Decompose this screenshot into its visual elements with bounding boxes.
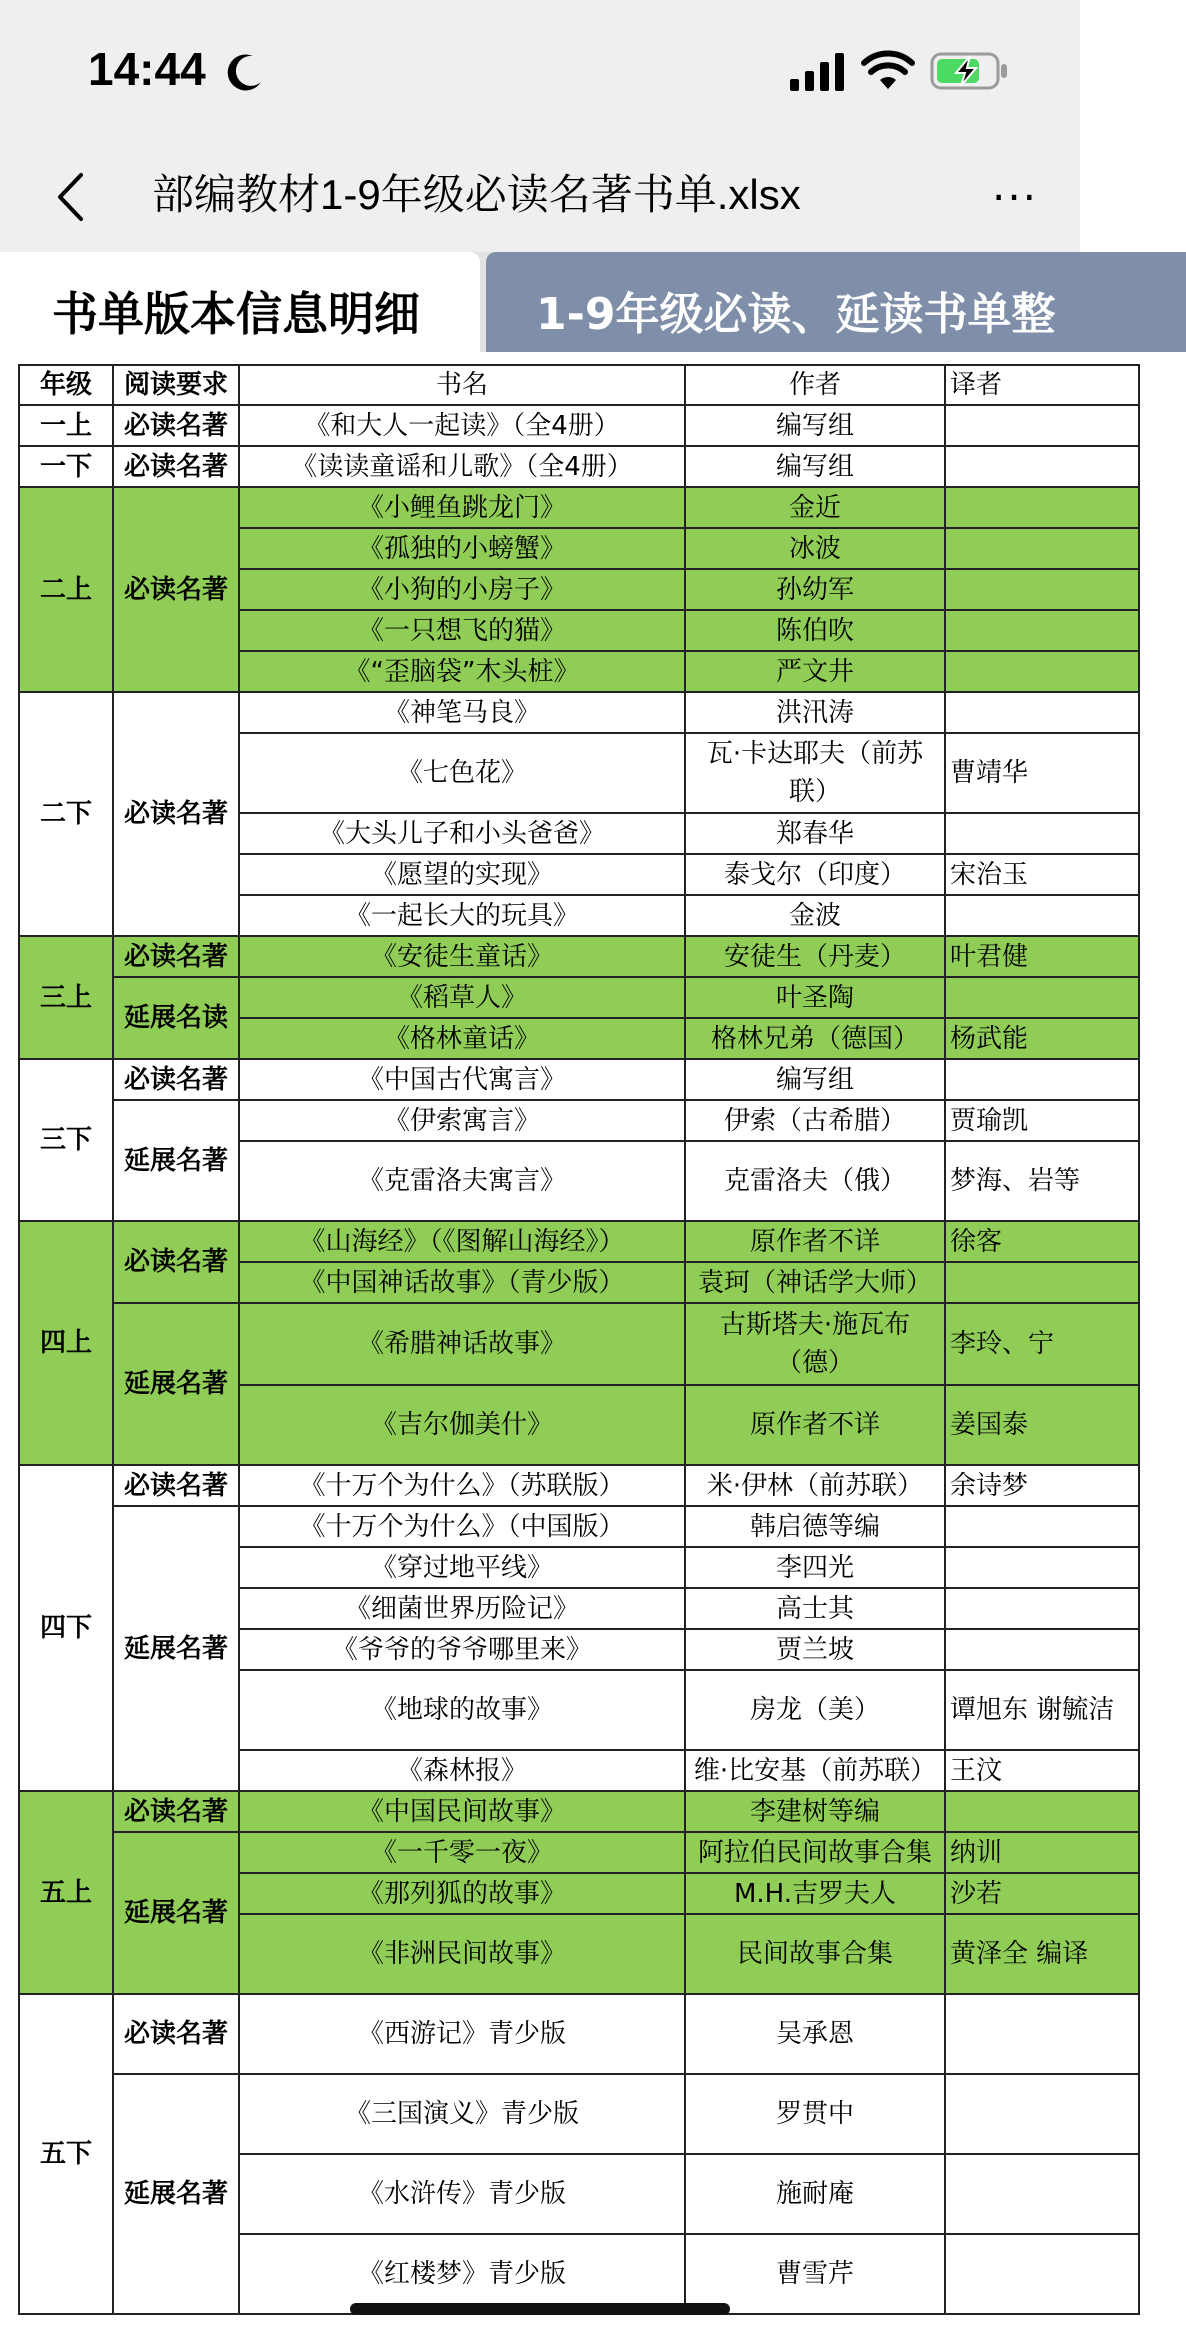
title-cell: 《十万个为什么》（中国版） [239, 1506, 685, 1547]
author-cell: 李四光 [685, 1547, 945, 1588]
tab-book-details-label: 书单版本信息明细 [52, 287, 420, 341]
status-time: 14:44 [88, 43, 206, 95]
requirement-cell: 延展名著 [113, 1100, 239, 1221]
author-cell: 李建树等编 [685, 1791, 945, 1832]
author-cell: 罗贯中 [685, 2074, 945, 2154]
author-cell: 房龙（美） [685, 1670, 945, 1750]
title-cell: 《读读童谣和儿歌》（全4册） [239, 446, 685, 487]
author-cell: 袁珂（神话学大师） [685, 1262, 945, 1303]
requirement-cell: 延展名著 [113, 1303, 239, 1465]
moon-icon [223, 50, 267, 94]
translator-cell [945, 1588, 1139, 1629]
status-bar [0, 0, 1080, 140]
author-cell: 金近 [685, 487, 945, 528]
author-cell: 施耐庵 [685, 2154, 945, 2234]
author-cell: 瓦·卡达耶夫（前苏联） [685, 733, 945, 813]
title-cell: 《大头儿子和小头爸爸》 [239, 813, 685, 854]
translator-cell [945, 895, 1139, 936]
translator-cell [945, 813, 1139, 854]
author-cell: 陈伯吹 [685, 610, 945, 651]
table-row [19, 1506, 1139, 1547]
grade-cell: 三下 [19, 1059, 113, 1221]
author-cell: 韩启德等编 [685, 1506, 945, 1547]
author-cell: 阿拉伯民间故事合集 [685, 1832, 945, 1873]
translator-cell: 谭旭东 谢毓洁 [945, 1670, 1139, 1750]
translator-cell: 李玲、宁 [945, 1303, 1139, 1385]
title-cell: 《神笔马良》 [239, 692, 685, 733]
translator-cell [945, 2074, 1139, 2154]
requirement-cell: 必读名著 [113, 487, 239, 692]
grade-cell: 四下 [19, 1465, 113, 1791]
translator-cell: 纳训 [945, 1832, 1139, 1873]
author-cell: 古斯塔夫·施瓦布（德） [685, 1303, 945, 1385]
translator-cell [945, 405, 1139, 446]
title-cell: 《那列狐的故事》 [239, 1873, 685, 1914]
translator-cell [945, 1791, 1139, 1832]
author-cell: 孙幼军 [685, 569, 945, 610]
author-cell: 叶圣陶 [685, 977, 945, 1018]
title-cell: 《非洲民间故事》 [239, 1914, 685, 1994]
table-row [19, 692, 1139, 733]
table-row [19, 405, 1139, 446]
title-cell: 《中国古代寓言》 [239, 1059, 685, 1100]
author-cell: 编写组 [685, 1059, 945, 1100]
book-table [18, 364, 1140, 2315]
author-cell: 金波 [685, 895, 945, 936]
title-cell: 《地球的故事》 [239, 1670, 685, 1750]
table-row [19, 2074, 1139, 2154]
title-cell: 《一千零一夜》 [239, 1832, 685, 1873]
title-cell: 《细菌世界历险记》 [239, 1588, 685, 1629]
grade-cell: 一上 [19, 405, 113, 446]
title-cell: 《格林童话》 [239, 1018, 685, 1059]
grade-cell: 五下 [19, 1994, 113, 2314]
title-cell: 《愿望的实现》 [239, 854, 685, 895]
table-row [19, 1791, 1139, 1832]
battery-charging-icon [930, 50, 1010, 92]
tab-grade-booklist[interactable] [486, 252, 1186, 352]
title-cell: 《孤独的小螃蟹》 [239, 528, 685, 569]
requirement-cell: 必读名著 [113, 1791, 239, 1832]
header-title: 书名 [239, 365, 685, 405]
title-cell: 《水浒传》青少版 [239, 2154, 685, 2234]
translator-cell [945, 2154, 1139, 2234]
translator-cell [945, 569, 1139, 610]
author-cell: 严文井 [685, 651, 945, 692]
grade-cell: 二下 [19, 692, 113, 936]
file-title: 部编教材1-9年级必读名著书单.xlsx [152, 171, 801, 218]
author-cell: 克雷洛夫（俄） [685, 1141, 945, 1221]
translator-cell: 沙若 [945, 1873, 1139, 1914]
author-cell: 原作者不详 [685, 1221, 945, 1262]
table-row [19, 1465, 1139, 1506]
requirement-cell: 必读名著 [113, 936, 239, 977]
author-cell: 米·伊林（前苏联） [685, 1465, 945, 1506]
grade-cell: 一下 [19, 446, 113, 487]
header-grade: 年级 [19, 365, 113, 405]
grade-cell: 三上 [19, 936, 113, 1059]
title-cell: 《小鲤鱼跳龙门》 [239, 487, 685, 528]
author-cell: 冰波 [685, 528, 945, 569]
author-cell: 吴承恩 [685, 1994, 945, 2074]
table-row [19, 1994, 1139, 2074]
title-cell: 《“歪脑袋”木头桩》 [239, 651, 685, 692]
title-cell: 《稻草人》 [239, 977, 685, 1018]
title-cell: 《穿过地平线》 [239, 1547, 685, 1588]
header-translator: 译者 [945, 365, 1139, 405]
title-cell: 《克雷洛夫寓言》 [239, 1141, 685, 1221]
grade-cell: 四上 [19, 1221, 113, 1465]
author-cell: 泰戈尔（印度） [685, 854, 945, 895]
title-cell: 《西游记》青少版 [239, 1994, 685, 2074]
translator-cell: 余诗梦 [945, 1465, 1139, 1506]
title-cell: 《红楼梦》青少版 [239, 2234, 685, 2314]
translator-cell: 叶君健 [945, 936, 1139, 977]
translator-cell: 贾瑜凯 [945, 1100, 1139, 1141]
table-row [19, 1303, 1139, 1385]
spreadsheet-view[interactable] [0, 352, 1115, 2337]
translator-cell: 梦海、岩等 [945, 1141, 1139, 1221]
translator-cell [945, 446, 1139, 487]
table-row [19, 1221, 1139, 1262]
title-cell: 《十万个为什么》（苏联版） [239, 1465, 685, 1506]
title-cell: 《七色花》 [239, 733, 685, 813]
table-row [19, 1059, 1139, 1100]
requirement-cell: 必读名著 [113, 446, 239, 487]
translator-cell [945, 528, 1139, 569]
author-cell: 编写组 [685, 446, 945, 487]
chevron-left-icon [55, 172, 85, 222]
translator-cell [945, 2234, 1139, 2314]
back-button[interactable] [40, 162, 100, 232]
translator-cell [945, 1547, 1139, 1588]
translator-cell [945, 977, 1139, 1018]
home-indicator[interactable] [350, 2303, 730, 2315]
title-cell: 《中国民间故事》 [239, 1791, 685, 1832]
translator-cell: 王汶 [945, 1750, 1139, 1791]
spreadsheet-grid [18, 364, 1115, 2344]
author-cell: 曹雪芹 [685, 2234, 945, 2314]
grade-cell: 二上 [19, 487, 113, 692]
table-row [19, 977, 1139, 1018]
translator-cell [945, 487, 1139, 528]
title-cell: 《山海经》（《图解山海经》） [239, 1221, 685, 1262]
grade-cell: 五上 [19, 1791, 113, 1994]
title-cell: 《森林报》 [239, 1750, 685, 1791]
table-row [19, 446, 1139, 487]
author-cell: 洪汛涛 [685, 692, 945, 733]
title-cell: 《和大人一起读》（全4册） [239, 405, 685, 446]
table-row [19, 487, 1139, 528]
title-cell: 《吉尔伽美什》 [239, 1385, 685, 1465]
title-cell: 《一起长大的玩具》 [239, 895, 685, 936]
title-cell: 《小狗的小房子》 [239, 569, 685, 610]
title-cell: 《爷爷的爷爷哪里来》 [239, 1629, 685, 1670]
table-header-row [19, 365, 1139, 405]
translator-cell [945, 610, 1139, 651]
title-cell: 《一只想飞的猫》 [239, 610, 685, 651]
author-cell: 民间故事合集 [685, 1914, 945, 1994]
more-options-button[interactable]: ··· [991, 172, 1039, 222]
translator-cell: 杨武能 [945, 1018, 1139, 1059]
author-cell: 伊索（古希腊） [685, 1100, 945, 1141]
translator-cell [945, 1994, 1139, 2074]
author-cell: 维·比安基（前苏联） [685, 1750, 945, 1791]
requirement-cell: 延展名著 [113, 1506, 239, 1791]
table-row [19, 1100, 1139, 1141]
signal-icon [790, 51, 846, 91]
author-cell: 高士其 [685, 1588, 945, 1629]
author-cell: 格林兄弟（德国） [685, 1018, 945, 1059]
requirement-cell: 必读名著 [113, 1221, 239, 1303]
sheet-tabs [0, 252, 1080, 352]
translator-cell [945, 1262, 1139, 1303]
title-cell: 《中国神话故事》（青少版） [239, 1262, 685, 1303]
translator-cell [945, 1629, 1139, 1670]
header-requirement: 阅读要求 [113, 365, 239, 405]
tab-grade-booklist-label: 1-9年级必读、延读书单整 [536, 289, 1056, 340]
table-row [19, 1832, 1139, 1873]
translator-cell [945, 1506, 1139, 1547]
translator-cell [945, 651, 1139, 692]
author-cell: 编写组 [685, 405, 945, 446]
translator-cell: 曹靖华 [945, 733, 1139, 813]
author-cell: 原作者不详 [685, 1385, 945, 1465]
translator-cell [945, 692, 1139, 733]
requirement-cell: 必读名著 [113, 1059, 239, 1100]
nav-bar [0, 140, 1080, 252]
tab-book-details[interactable] [0, 252, 480, 352]
translator-cell: 徐客 [945, 1221, 1139, 1262]
requirement-cell: 延展名著 [113, 1832, 239, 1994]
author-cell: 郑春华 [685, 813, 945, 854]
title-cell: 《伊索寓言》 [239, 1100, 685, 1141]
requirement-cell: 延展名读 [113, 977, 239, 1059]
title-cell: 《三国演义》青少版 [239, 2074, 685, 2154]
translator-cell: 姜国泰 [945, 1385, 1139, 1465]
translator-cell: 黄泽全 编译 [945, 1914, 1139, 1994]
title-cell: 《希腊神话故事》 [239, 1303, 685, 1385]
author-cell: 安徒生（丹麦） [685, 936, 945, 977]
system-icons [790, 48, 1010, 94]
author-cell: M.H.吉罗夫人 [685, 1873, 945, 1914]
translator-cell: 宋治玉 [945, 854, 1139, 895]
requirement-cell: 必读名著 [113, 692, 239, 936]
translator-cell [945, 1059, 1139, 1100]
requirement-cell: 必读名著 [113, 1994, 239, 2074]
title-cell: 《安徒生童话》 [239, 936, 685, 977]
author-cell: 贾兰坡 [685, 1629, 945, 1670]
requirement-cell: 必读名著 [113, 405, 239, 446]
table-row [19, 936, 1139, 977]
requirement-cell: 延展名著 [113, 2074, 239, 2314]
requirement-cell: 必读名著 [113, 1465, 239, 1506]
wifi-icon [862, 51, 914, 91]
header-author: 作者 [685, 365, 945, 405]
